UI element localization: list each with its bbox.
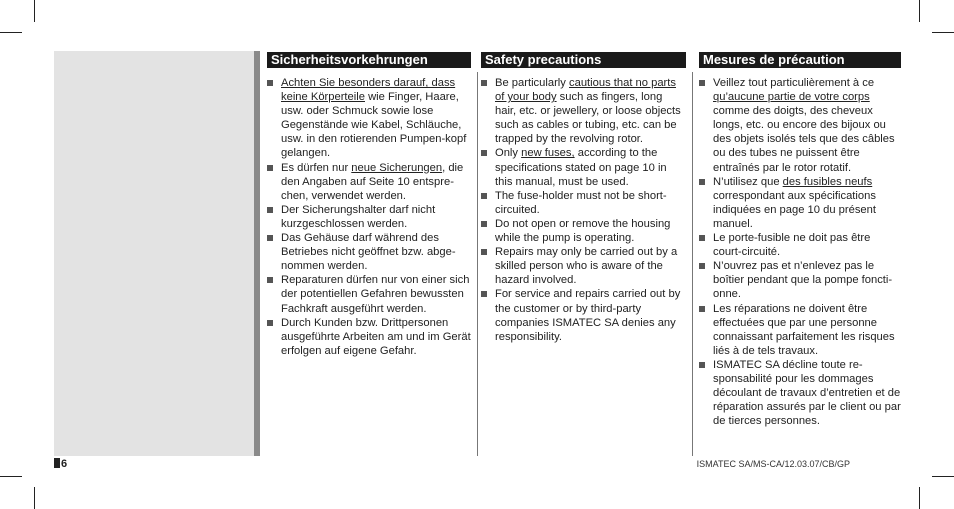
item-text: Les réparations ne doivent être effectuées que par une personne connaissant parfaitement les risques liés à de tels travaux. — [713, 302, 895, 357]
square-bullet-icon — [699, 306, 705, 312]
precaution-list — [481, 76, 686, 344]
page-number-text: 6 — [61, 458, 68, 470]
item-text: Only — [495, 147, 522, 160]
emphasis-text: des fusibles neufs — [782, 175, 873, 188]
item-text: Das Gehäuse darf während des Betriebes nicht geöffnet bzw. abge-nommen werden. — [281, 232, 456, 273]
square-bullet-icon — [267, 207, 273, 213]
column-rule — [692, 72, 693, 456]
item-text: The fuse-holder must not be short-circuited. — [495, 189, 667, 216]
square-bullet-icon — [267, 165, 273, 171]
item-text: wie Finger, Haare, usw. oder Schmuck sowie lose Gegenstände wie Kabel, Schläuche, usw. in den rotierenden Pumpen-kopf gelangen. — [281, 91, 467, 160]
precaution-item — [267, 76, 471, 161]
square-bullet-icon — [699, 235, 705, 241]
crop-mark — [932, 476, 954, 477]
column-english — [481, 52, 686, 344]
emphasis-text: cautious that no parts of your body — [495, 77, 676, 104]
square-bullet-icon — [699, 179, 705, 185]
crop-mark — [0, 476, 22, 477]
emphasis-text: qu’aucune partie de votre corps — [713, 91, 870, 104]
page-marker-block — [54, 458, 60, 468]
square-bullet-icon — [699, 263, 705, 269]
square-bullet-icon — [267, 320, 273, 326]
item-text: according to the specifications stated on page 10 in this manual, must be used. — [495, 147, 667, 188]
precaution-item — [699, 175, 901, 231]
margin-divider-bar — [254, 51, 260, 456]
emphasis-text: new fuses, — [521, 147, 575, 160]
precaution-item — [699, 358, 901, 428]
precaution-item — [481, 217, 686, 245]
item-text: Es dürfen nur — [281, 161, 352, 174]
square-bullet-icon — [481, 193, 487, 199]
precaution-item — [481, 245, 686, 287]
item-text: Do not open or remove the housing while the pump is operating. — [495, 217, 671, 245]
column-german — [267, 52, 471, 358]
item-text: correspondant aux spécifications indiquées en page 10 du présent manuel. — [713, 189, 876, 230]
square-bullet-icon — [481, 80, 487, 86]
precaution-item — [481, 146, 686, 188]
item-text: Reparaturen dürfen nur von einer sich der potentiellen Gefahren bewussten Fachkraft ausgeführt werden. — [281, 274, 470, 315]
crop-mark — [0, 32, 22, 33]
square-bullet-icon — [481, 291, 487, 297]
precaution-list — [267, 76, 471, 358]
document-code: ISMATEC SA/MS-CA/12.03.07/CB/GP — [696, 459, 850, 469]
square-bullet-icon — [699, 362, 705, 368]
item-text: N’ouvrez pas et n’enlevez pas le boîtier pendant que la pompe foncti-onne. — [713, 260, 893, 301]
square-bullet-icon — [481, 221, 487, 227]
item-text: For service and repairs carried out by the customer or by third-party companies ISMATEC SA denies any responsibility. — [495, 288, 681, 343]
section-heading: Safety precautions — [481, 52, 686, 68]
column-french — [699, 52, 901, 428]
crop-mark — [919, 487, 920, 509]
item-text: Repairs may only be carried out by a skilled person who is aware of the hazard involved. — [495, 246, 678, 287]
item-text: ISMATEC SA décline toute re-sponsabilité pour les dommages découlant de travaux d’entretien et de réparation assurés par le client ou par de tierces personnes. — [713, 358, 901, 428]
item-text: such as fingers, long hair, etc. or jewellery, or loose objects such as cables or tubing, etc. can be trapped by the revolving rotor. — [495, 91, 681, 146]
square-bullet-icon — [481, 249, 487, 255]
item-text: N’utilisez que — [713, 175, 783, 188]
item-text: Veillez tout particulièrement à ce — [713, 77, 875, 89]
square-bullet-icon — [267, 235, 273, 241]
precaution-item — [699, 231, 901, 259]
emphasis-text: Achten Sie besonders darauf, dass keine Körperteile — [281, 77, 456, 104]
precaution-item — [481, 189, 686, 217]
grey-margin-panel — [54, 51, 254, 456]
item-text: Der Sicherungshalter darf nicht kurzgeschlossen werden. — [281, 203, 436, 230]
precaution-item — [267, 231, 471, 273]
precaution-item — [699, 302, 901, 358]
precaution-item — [267, 203, 471, 231]
crop-mark — [919, 0, 920, 22]
precaution-item — [267, 316, 471, 358]
square-bullet-icon — [699, 80, 705, 86]
page-number — [54, 458, 67, 470]
section-heading: Mesures de précaution — [699, 52, 901, 68]
precaution-item — [699, 259, 901, 301]
item-text: Le porte-fusible ne doit pas être court-circuité. — [713, 232, 871, 259]
precaution-list — [699, 76, 901, 428]
crop-mark — [932, 32, 954, 33]
precaution-item — [267, 273, 471, 315]
item-text: comme des doigts, des cheveux longs, etc. ou encore des bijoux ou des objets isolés tels que des câbles ou des tubes ne puissent être entraînés par le rotor rotatif. — [713, 105, 895, 174]
square-bullet-icon — [267, 277, 273, 283]
crop-mark — [34, 0, 35, 22]
section-heading: Sicherheitsvorkehrungen — [267, 52, 471, 68]
column-rule — [477, 72, 478, 456]
precaution-item — [481, 76, 686, 146]
precaution-item — [699, 76, 901, 175]
precaution-item — [267, 161, 471, 203]
emphasis-text: neue Sicherungen — [351, 161, 443, 174]
item-text: Durch Kunden bzw. Drittpersonen ausgeführte Arbeiten am und im Gerät erfolgen auf eigene Gefahr. — [281, 316, 471, 357]
item-text: Be particularly — [495, 77, 569, 89]
item-text: , die den Angaben auf Seite 10 entspre-chen, verwendet werden. — [281, 161, 464, 202]
precaution-item — [481, 287, 686, 343]
square-bullet-icon — [481, 150, 487, 156]
square-bullet-icon — [267, 80, 273, 86]
crop-mark — [34, 487, 35, 509]
